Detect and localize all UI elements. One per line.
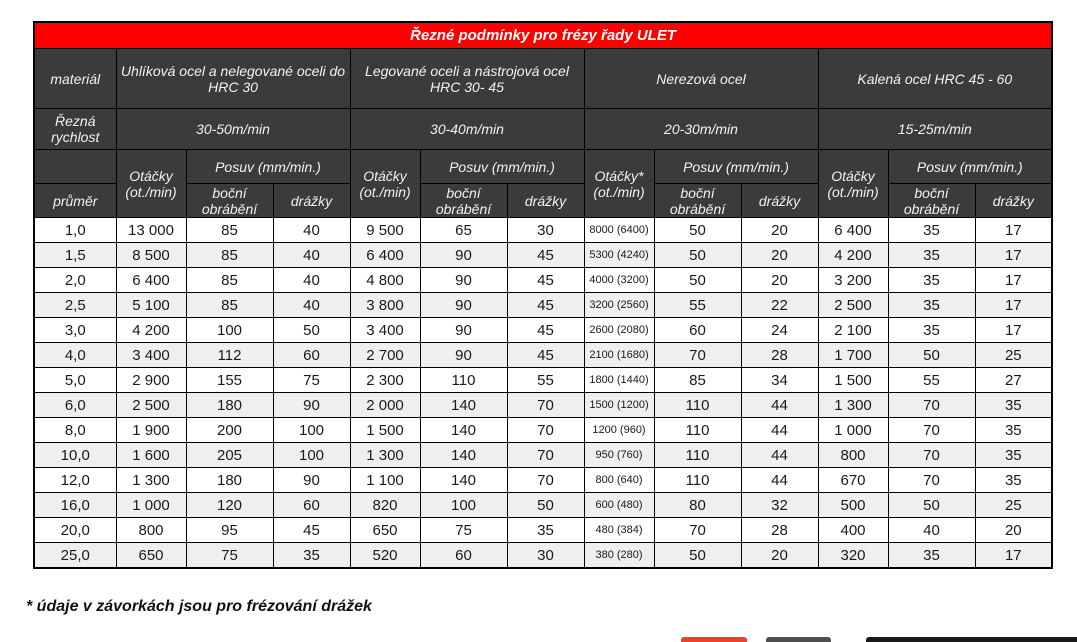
cell-side-4: 70 (888, 443, 975, 468)
cell-rpm-3: 5300 (4240) (584, 243, 654, 268)
cell-rpm-4: 320 (818, 543, 888, 569)
cell-side-2: 60 (420, 543, 507, 569)
cell-slot-3: 32 (741, 493, 818, 518)
material-header-row (34, 49, 1052, 109)
cell-rpm-1: 6 400 (116, 268, 186, 293)
cell-side-3: 50 (654, 268, 741, 293)
cell-slot-2: 70 (507, 393, 584, 418)
cell-slot-3: 20 (741, 543, 818, 569)
table-row (34, 418, 1052, 443)
cell-side-3: 50 (654, 543, 741, 569)
table-row (34, 368, 1052, 393)
speed-group-3: 20-30m/min (584, 109, 818, 150)
cell-rpm-4: 1 300 (818, 393, 888, 418)
cell-slot-1: 40 (273, 268, 350, 293)
cell-slot-2: 45 (507, 318, 584, 343)
cell-rpm-2: 2 700 (350, 343, 420, 368)
cell-rpm-3: 600 (480) (584, 493, 654, 518)
cell-rpm-1: 2 500 (116, 393, 186, 418)
cell-side-1: 205 (186, 443, 273, 468)
cell-slot-1: 100 (273, 443, 350, 468)
table-row (34, 443, 1052, 468)
cell-slot-1: 35 (273, 543, 350, 569)
cell-slot-2: 45 (507, 268, 584, 293)
slots-header-3: drážky (741, 184, 818, 218)
material-group-4: Kalená ocel HRC 45 - 60 (818, 49, 1052, 109)
cell-rpm-1: 2 900 (116, 368, 186, 393)
cell-side-1: 95 (186, 518, 273, 543)
cell-rpm-4: 2 500 (818, 293, 888, 318)
side-milling-header-4: boční obrábění (888, 184, 975, 218)
cell-rpm-2: 3 800 (350, 293, 420, 318)
cell-slot-4: 25 (975, 343, 1052, 368)
cell-slot-4: 17 (975, 243, 1052, 268)
cell-rpm-3: 950 (760) (584, 443, 654, 468)
cell-side-4: 35 (888, 218, 975, 243)
cell-side-3: 55 (654, 293, 741, 318)
cell-slot-1: 75 (273, 368, 350, 393)
cell-rpm-4: 670 (818, 468, 888, 493)
cell-rpm-1: 1 300 (116, 468, 186, 493)
cell-side-1: 85 (186, 268, 273, 293)
cell-side-2: 140 (420, 468, 507, 493)
subheader-row-2 (34, 184, 1052, 218)
cell-slot-1: 40 (273, 293, 350, 318)
cell-rpm-2: 1 300 (350, 443, 420, 468)
cell-slot-1: 60 (273, 343, 350, 368)
cell-side-3: 110 (654, 393, 741, 418)
cell-side-3: 110 (654, 418, 741, 443)
speed-label: Řezná rychlost (34, 109, 116, 150)
cell-slot-4: 35 (975, 393, 1052, 418)
cell-slot-2: 30 (507, 218, 584, 243)
cell-diameter: 4,0 (34, 343, 116, 368)
cell-slot-1: 40 (273, 218, 350, 243)
speed-group-1: 30-50m/min (116, 109, 350, 150)
cell-rpm-2: 820 (350, 493, 420, 518)
cell-side-3: 70 (654, 518, 741, 543)
cell-slot-1: 100 (273, 418, 350, 443)
table-row (34, 243, 1052, 268)
cell-rpm-1: 3 400 (116, 343, 186, 368)
table-row (34, 518, 1052, 543)
cell-slot-4: 17 (975, 293, 1052, 318)
cell-slot-2: 45 (507, 343, 584, 368)
table-row (34, 268, 1052, 293)
cell-slot-2: 45 (507, 243, 584, 268)
cell-slot-2: 70 (507, 443, 584, 468)
rpm-header-3 (584, 150, 654, 218)
cell-slot-3: 44 (741, 393, 818, 418)
cell-diameter: 20,0 (34, 518, 116, 543)
rpm-unit: (ot./min) (125, 183, 177, 200)
cell-side-2: 90 (420, 243, 507, 268)
cell-rpm-4: 1 500 (818, 368, 888, 393)
cell-slot-3: 22 (741, 293, 818, 318)
table-row (34, 318, 1052, 343)
rpm-word: Otáčky (363, 167, 407, 184)
cell-side-2: 110 (420, 368, 507, 393)
cell-side-4: 70 (888, 418, 975, 443)
cell-rpm-3: 8000 (6400) (584, 218, 654, 243)
cell-rpm-1: 8 500 (116, 243, 186, 268)
cell-side-4: 35 (888, 543, 975, 569)
cell-side-4: 35 (888, 293, 975, 318)
cell-slot-2: 70 (507, 418, 584, 443)
cell-rpm-1: 1 000 (116, 493, 186, 518)
cell-side-4: 35 (888, 268, 975, 293)
cell-side-2: 90 (420, 293, 507, 318)
cell-rpm-4: 6 400 (818, 218, 888, 243)
cell-rpm-4: 1 700 (818, 343, 888, 368)
cell-side-2: 100 (420, 493, 507, 518)
cell-rpm-1: 1 900 (116, 418, 186, 443)
table-row (34, 468, 1052, 493)
cell-diameter: 1,5 (34, 243, 116, 268)
cell-side-1: 180 (186, 468, 273, 493)
cell-rpm-1: 4 200 (116, 318, 186, 343)
cell-rpm-2: 1 500 (350, 418, 420, 443)
cell-rpm-3: 2100 (1680) (584, 343, 654, 368)
table-row (34, 293, 1052, 318)
speed-group-2: 30-40m/min (350, 109, 584, 150)
cell-slot-3: 20 (741, 243, 818, 268)
cell-rpm-2: 650 (350, 518, 420, 543)
cell-diameter: 5,0 (34, 368, 116, 393)
cell-rpm-4: 1 000 (818, 418, 888, 443)
bottom-gray-bar (766, 637, 831, 642)
material-group-2: Legované oceli a nástrojová ocel HRC 30- 45 (350, 49, 584, 109)
feed-header-2: Posuv (mm/min.) (420, 150, 584, 184)
cell-side-4: 70 (888, 393, 975, 418)
slots-header-1: drážky (273, 184, 350, 218)
cell-slot-3: 44 (741, 443, 818, 468)
cell-side-1: 112 (186, 343, 273, 368)
cell-side-1: 85 (186, 243, 273, 268)
speed-header-row (34, 109, 1052, 150)
table-row (34, 543, 1052, 569)
cell-rpm-2: 1 100 (350, 468, 420, 493)
cell-side-3: 110 (654, 443, 741, 468)
cell-rpm-3: 380 (280) (584, 543, 654, 569)
cell-rpm-1: 800 (116, 518, 186, 543)
cell-slot-4: 35 (975, 443, 1052, 468)
cell-slot-3: 44 (741, 418, 818, 443)
cell-side-1: 180 (186, 393, 273, 418)
cell-rpm-4: 3 200 (818, 268, 888, 293)
cell-rpm-3: 4000 (3200) (584, 268, 654, 293)
cell-side-3: 85 (654, 368, 741, 393)
cell-slot-3: 44 (741, 468, 818, 493)
cell-side-4: 50 (888, 493, 975, 518)
cell-slot-1: 45 (273, 518, 350, 543)
cell-side-3: 50 (654, 243, 741, 268)
cell-side-2: 90 (420, 343, 507, 368)
slots-header-2: drážky (507, 184, 584, 218)
subheader-row-1 (34, 150, 1052, 184)
cell-rpm-1: 13 000 (116, 218, 186, 243)
cell-side-2: 75 (420, 518, 507, 543)
cell-diameter: 2,0 (34, 268, 116, 293)
cell-rpm-4: 4 200 (818, 243, 888, 268)
diameter-label: průměr (34, 184, 116, 218)
feed-header-1: Posuv (mm/min.) (186, 150, 350, 184)
cell-side-1: 155 (186, 368, 273, 393)
cell-side-1: 100 (186, 318, 273, 343)
rpm-unit: (ot./min) (827, 183, 879, 200)
bottom-red-bar (681, 637, 747, 642)
cell-slot-2: 45 (507, 293, 584, 318)
cell-slot-1: 60 (273, 493, 350, 518)
cell-diameter: 8,0 (34, 418, 116, 443)
cutting-conditions-table (33, 21, 1053, 569)
cell-side-2: 90 (420, 268, 507, 293)
cell-side-3: 110 (654, 468, 741, 493)
cell-diameter: 12,0 (34, 468, 116, 493)
cell-slot-4: 17 (975, 543, 1052, 569)
cell-slot-2: 30 (507, 543, 584, 569)
cell-slot-4: 27 (975, 368, 1052, 393)
feed-header-4: Posuv (mm/min.) (888, 150, 1052, 184)
cell-rpm-3: 2600 (2080) (584, 318, 654, 343)
cell-rpm-3: 3200 (2560) (584, 293, 654, 318)
cell-side-4: 55 (888, 368, 975, 393)
cell-rpm-3: 800 (640) (584, 468, 654, 493)
side-milling-header-2: boční obrábění (420, 184, 507, 218)
cell-slot-2: 55 (507, 368, 584, 393)
cell-slot-3: 28 (741, 518, 818, 543)
cell-slot-2: 35 (507, 518, 584, 543)
table-row (34, 218, 1052, 243)
cell-side-1: 200 (186, 418, 273, 443)
table-row (34, 343, 1052, 368)
cell-slot-3: 34 (741, 368, 818, 393)
cell-slot-4: 17 (975, 318, 1052, 343)
bottom-black-bar (866, 637, 1077, 642)
cell-side-2: 90 (420, 318, 507, 343)
cell-rpm-4: 400 (818, 518, 888, 543)
material-group-1: Uhlíková ocel a nelegované oceli do HRC 30 (116, 49, 350, 109)
cell-side-4: 35 (888, 318, 975, 343)
cell-slot-4: 17 (975, 268, 1052, 293)
cell-slot-2: 50 (507, 493, 584, 518)
cell-side-2: 140 (420, 418, 507, 443)
cell-side-2: 65 (420, 218, 507, 243)
side-milling-header-1: boční obrábění (186, 184, 273, 218)
cell-rpm-1: 1 600 (116, 443, 186, 468)
cell-diameter: 6,0 (34, 393, 116, 418)
cell-slot-3: 28 (741, 343, 818, 368)
rpm-header-2 (350, 150, 420, 218)
cell-slot-4: 25 (975, 493, 1052, 518)
table-row (34, 393, 1052, 418)
table-title: Řezné podmínky pro frézy řady ULET (34, 22, 1052, 49)
cell-side-2: 140 (420, 443, 507, 468)
table-title-row (34, 22, 1052, 49)
cell-rpm-2: 2 300 (350, 368, 420, 393)
cell-diameter: 2,5 (34, 293, 116, 318)
cell-rpm-4: 500 (818, 493, 888, 518)
rpm-word: Otáčky (831, 167, 875, 184)
rpm-unit: (ot./min) (359, 183, 411, 200)
cell-slot-4: 35 (975, 418, 1052, 443)
slots-header-4: drážky (975, 184, 1052, 218)
cell-rpm-3: 1200 (960) (584, 418, 654, 443)
rpm-header-4 (818, 150, 888, 218)
footnote: * údaje v závorkách jsou pro frézování drážek (26, 598, 372, 615)
cell-side-2: 140 (420, 393, 507, 418)
cell-side-3: 60 (654, 318, 741, 343)
table-row (34, 493, 1052, 518)
cell-rpm-2: 6 400 (350, 243, 420, 268)
cell-side-3: 70 (654, 343, 741, 368)
cell-slot-1: 40 (273, 243, 350, 268)
cell-side-1: 85 (186, 293, 273, 318)
cell-rpm-1: 650 (116, 543, 186, 569)
empty-corner-cell (34, 150, 116, 184)
cell-rpm-2: 520 (350, 543, 420, 569)
cell-slot-1: 90 (273, 468, 350, 493)
cell-side-4: 50 (888, 343, 975, 368)
cell-side-1: 75 (186, 543, 273, 569)
cell-rpm-3: 1500 (1200) (584, 393, 654, 418)
cell-side-1: 120 (186, 493, 273, 518)
cell-diameter: 3,0 (34, 318, 116, 343)
cell-slot-4: 17 (975, 218, 1052, 243)
cell-side-4: 35 (888, 243, 975, 268)
cell-rpm-4: 2 100 (818, 318, 888, 343)
cell-diameter: 25,0 (34, 543, 116, 569)
cell-side-4: 70 (888, 468, 975, 493)
material-label: materiál (34, 49, 116, 109)
cell-diameter: 1,0 (34, 218, 116, 243)
cell-slot-4: 35 (975, 468, 1052, 493)
cell-diameter: 10,0 (34, 443, 116, 468)
cell-rpm-4: 800 (818, 443, 888, 468)
cell-rpm-1: 5 100 (116, 293, 186, 318)
rpm-word: Otáčky* (594, 167, 644, 184)
side-milling-header-3: boční obrábění (654, 184, 741, 218)
cell-diameter: 16,0 (34, 493, 116, 518)
cell-slot-3: 20 (741, 268, 818, 293)
cell-rpm-2: 4 800 (350, 268, 420, 293)
cell-slot-1: 50 (273, 318, 350, 343)
rpm-word: Otáčky (129, 167, 173, 184)
material-group-3: Nerezová ocel (584, 49, 818, 109)
feed-header-3: Posuv (mm/min.) (654, 150, 818, 184)
cell-rpm-2: 3 400 (350, 318, 420, 343)
cell-rpm-2: 9 500 (350, 218, 420, 243)
cell-side-1: 85 (186, 218, 273, 243)
cell-rpm-2: 2 000 (350, 393, 420, 418)
rpm-unit: (ot./min) (593, 183, 645, 200)
cell-slot-1: 90 (273, 393, 350, 418)
speed-group-4: 15-25m/min (818, 109, 1052, 150)
cell-side-4: 40 (888, 518, 975, 543)
cell-side-3: 80 (654, 493, 741, 518)
cell-side-3: 50 (654, 218, 741, 243)
rpm-header-1 (116, 150, 186, 218)
cell-slot-4: 20 (975, 518, 1052, 543)
cell-slot-3: 24 (741, 318, 818, 343)
table-body (34, 218, 1052, 569)
cell-slot-2: 70 (507, 468, 584, 493)
cell-rpm-3: 480 (384) (584, 518, 654, 543)
cell-rpm-3: 1800 (1440) (584, 368, 654, 393)
cell-slot-3: 20 (741, 218, 818, 243)
